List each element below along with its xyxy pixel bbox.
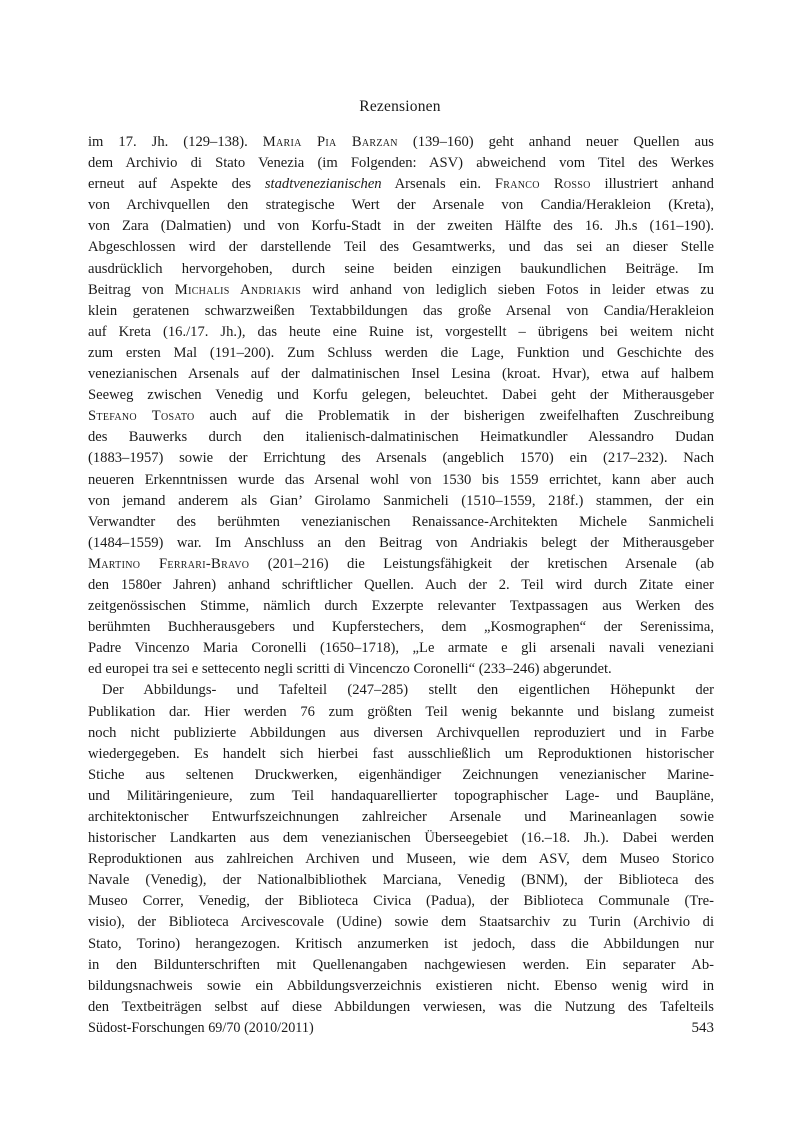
text-line: (1484–1559) war. Im Anschluss an den Beitrag von Andriakis belegt der Mitherausgeber (88, 534, 714, 551)
text-line: neueren Erkenntnissen wurde das Arsenal wohl von 1530 bis 1559 errichtet, kann aber auch (88, 471, 714, 488)
running-header: Rezensionen (359, 98, 441, 115)
text-line: Padre Vincenzo Maria Coronelli (1650–1718), „Le armate e gli arsenali navali veneziani (88, 640, 714, 657)
text-line: venezianischen Arsenals auf der dalmatinischen Insel Lesina (kroat. Hvar), etwa auf halbem (88, 366, 714, 383)
text-line: Martino Ferrari-Bravo (201–216) die Leistungsfähigkeit der kretischen Arsenale (ab (88, 555, 714, 572)
text-line: ausdrücklich hervorgehoben, durch seine beiden einzigen baukundlichen Beiträge. Im (88, 260, 714, 277)
text-line: im 17. Jh. (129–138). Maria Pia Barzan (139–160) geht anhand neuer Quellen aus (88, 134, 714, 150)
text-line: und Militäringenieure, zum Teil handaquarellierter topographischer Lage- und Baupläne, (88, 787, 714, 804)
paragraph-first-line: Der Abbildungs- und Tafelteil (247–285) stellt den eigentlichen Höhepunkt der (102, 682, 714, 699)
text-line: wiedergegeben. Es handelt sich hierbei fast ausschließlich um Reproduktionen historischer (88, 745, 714, 762)
text-line: visio), der Biblioteca Arcivescovale (Udine) sowie dem Staatsarchiv zu Turin (Archivio di (88, 914, 714, 931)
text-line: den Textbeiträgen selbst auf diese Abbildungen verwiesen, was die Nutzung des Tafelteils (88, 998, 714, 1015)
text-line: Stato, Torino) herangezogen. Kritisch anzumerken ist jedoch, dass die Abbildungen nur (88, 935, 714, 952)
text-line: Beitrag von Michalis Andriakis wird anhand von lediglich sieben Fotos in leider etwas zu (88, 281, 714, 298)
page-number: 543 (691, 1020, 714, 1036)
text-line: von Archivquellen den strategische Wert der Arsenale von Candia/Herakleion (Kreta), (88, 197, 714, 214)
text-line: historischer Landkarten aus dem venezianischen Überseegebiet (16.–18. Jh.). Dabei werden (88, 830, 714, 847)
text-line: noch nicht publizierte Abbildungen aus diversen Archivquellen reproduziert und in Farbe (88, 724, 714, 741)
text-line: des Bauwerks durch den italienisch-dalmatinischen Heimatkundler Alessandro Dudan (88, 429, 714, 446)
text-line: Museo Correr, Venedig, der Biblioteca Civica (Padua), der Biblioteca Communale (Tre- (88, 893, 714, 910)
text-line: (1883–1957) sowie der Errichtung des Arsenals (angeblich 1570) ein (217–232). Nach (88, 450, 714, 467)
text-line: dem Archivio di Stato Venezia (im Folgenden: ASV) abweichend vom Titel des Werkes (88, 155, 714, 172)
journal-citation: Südost-Forschungen 69/70 (2010/2011) (88, 1020, 314, 1036)
text-line: Seeweg zwischen Venedig und Korfu gelegen, beleuchtet. Dabei geht der Mitherausgeber (88, 387, 714, 404)
text-line: in den Bildunterschriften mit Quellenangaben nachgewiesen werden. Ein separater Ab- (88, 956, 714, 973)
text-line: von Zara (Dalmatien) und von Korfu-Stadt in der zweiten Hälfte des 16. Jh.s (161–190). (88, 218, 714, 235)
text-line: den 1580er Jahren) anhand schriftlicher Quellen. Auch der 2. Teil wird durch Zitate einer (88, 576, 714, 593)
text-line: ed europei tra sei e settecento negli scritti di Vincenczo Coronelli“ (233–246) abgerundet. (88, 661, 612, 678)
text-line: Stiche aus seltenen Druckwerken, eigenhändiger Zeichnungen venezianischer Marine- (88, 766, 714, 783)
page-footer (88, 1020, 714, 1037)
text-line: Stefano Tosato auch auf die Problematik in der bisherigen zweifelhaften Zuschreibung (88, 408, 715, 425)
text-line: Abgeschlossen wird der darstellende Teil des Gesamtwerks, und das sei an dieser Stelle (88, 239, 714, 256)
text-line: klein geratenen schwarzweißen Textabbildungen das große Arsenal von Candia/Herakleion (88, 302, 714, 319)
text-line: architektonischer Entwurfszeichnungen zahlreicher Arsenale und Marineanlagen sowie (88, 809, 714, 825)
text-line: bildungsnachweis sowie ein Abbildungsverzeichnis existieren nicht. Ebenso wenig wird in (88, 977, 714, 994)
text-line: Verwandter des berühmten venezianischen Renaissance-Architekten Michele Sanmicheli (88, 513, 714, 530)
text-line: erneut auf Aspekte des stadtvenezianischen Arsenals ein. Franco Rosso illustriert anhand (88, 176, 714, 193)
text-line: Navale (Venedig), der Nationalbibliothek Marciana, Venedig (BNM), der Biblioteca des (88, 872, 714, 889)
text-line: auf Kreta (16./17. Jh.), das heute eine Ruine ist, vorgestellt – übrigens bei weitem nicht (88, 323, 714, 340)
text-line: berühmten Buchherausgebers und Kupferstechers, dem „Kosmographen“ der Serenissima, (88, 619, 714, 636)
text-line: Publikation dar. Hier werden 76 zum größten Teil wenig bekannte und bislang zumeist (88, 703, 714, 720)
text-line: Reproduktionen aus zahlreichen Archiven und Museen, wie dem ASV, dem Museo Storico (88, 851, 714, 868)
text-line: zeitgenössischen Stimme, nämlich durch Exzerpte relevanter Textpassagen aus Werken des (88, 598, 714, 615)
review-body-text (88, 132, 714, 1018)
text-line: von jemand anderem als Gian’ Girolamo Sanmicheli (1510–1559, 218f.) stammen, der ein (88, 492, 714, 509)
text-line: zum ersten Mal (191–200). Zum Schluss werden die Lage, Funktion und Geschichte des (88, 344, 714, 361)
